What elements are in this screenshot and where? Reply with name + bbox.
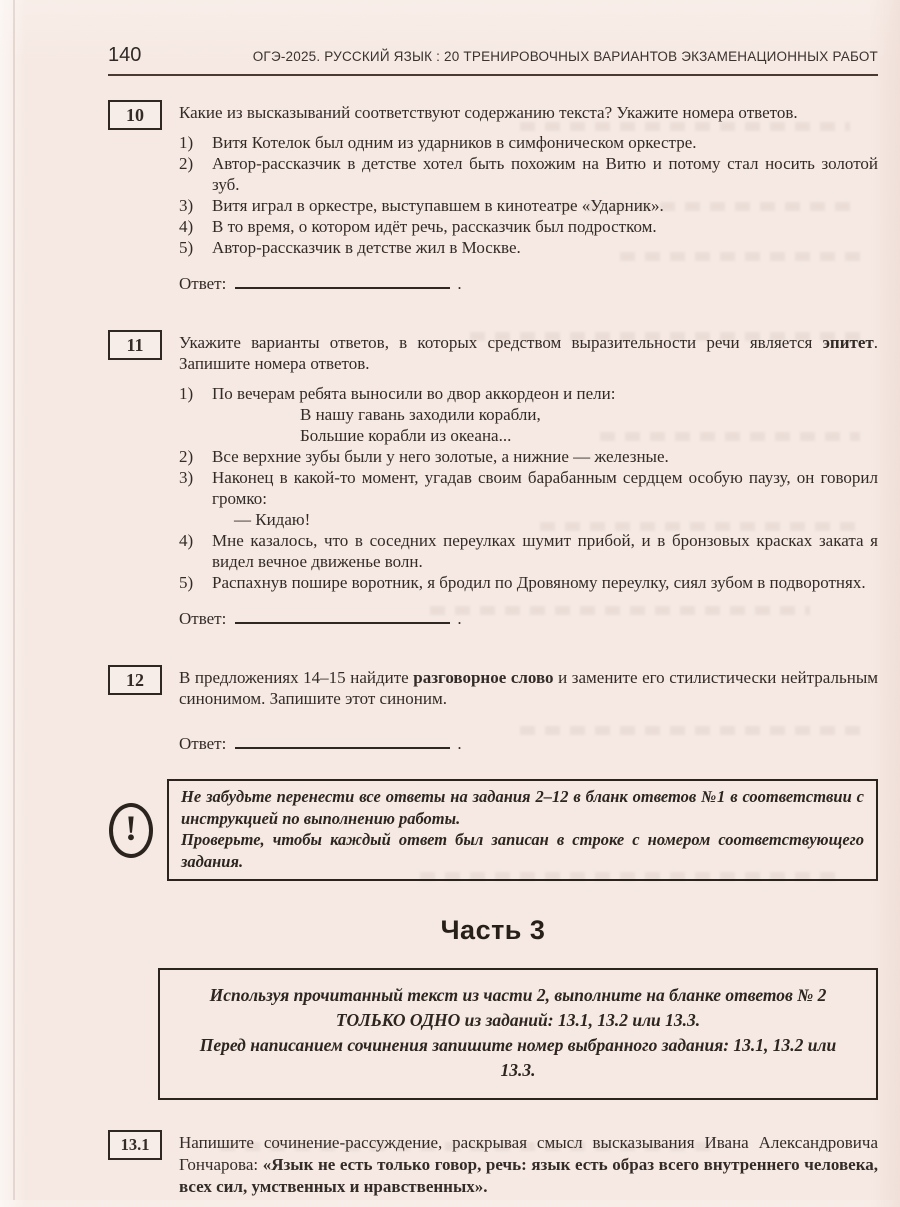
prompt-text: В предложениях 14–15 найдите [179,668,414,687]
question-13-1 [108,1130,878,1207]
prompt-text: Напишите сочинение-рассуждение, раскрывая смысл высказывания Ивана Александровича Гончарова: [179,1133,878,1174]
header-title: ОГЭ-2025. РУССКИЙ ЯЗЫК : 20 ТРЕНИРОВОЧНЫХ ВАРИАНТОВ ЭКЗАМЕНАЦИОННЫХ РАБОТ [252,49,878,64]
option-text: Автор-рассказчик в детстве жил в Москве. [212,238,521,257]
option-number: 2) [179,154,194,173]
question-10-prompt: Какие из высказываний соответствуют содержанию текста? Укажите номера ответов. [179,103,798,122]
question-12 [108,665,878,754]
page-fold-line [13,0,15,1200]
prompt-bold-term: разговорное слово [413,668,554,687]
answer-option [179,216,878,237]
option-number: 4) [179,217,194,236]
option-number: 2) [179,447,194,466]
answer-option [179,195,878,216]
page-content [108,0,878,1207]
answer-option [179,383,878,446]
answer-option [179,446,878,467]
answer-label: Ответ: [179,609,227,628]
option-text: Наконец в какой-то момент, угадав своим барабанным сердцем особую паузу, он говорил громко: [212,468,878,508]
answer-blank-line [235,609,450,624]
answer-blank-line [235,274,450,289]
answer-option [179,237,878,258]
page-header [108,0,878,67]
verse-line: Большие корабли из океана... [300,426,512,445]
part-3-title: Часть 3 [440,915,546,945]
question-11-body [179,330,878,629]
question-10 [108,100,878,294]
option-text: В то время, о котором идёт речь, рассказчик был подростком. [212,217,657,236]
answer-period: . [457,274,462,293]
warning-icon-column [108,803,167,858]
question-13-1-body [179,1130,878,1207]
option-number: 3) [179,196,194,215]
question-11-number-box [108,330,162,360]
question-11-number: 11 [126,334,144,355]
answer-period: . [457,609,462,628]
prompt-quote: «Язык не есть только говор, речь: язык есть образ всего внутреннего человека, всех сил, умственных и нравственных». [179,1155,878,1196]
answer-option [179,153,878,195]
page-number: 140 [108,44,142,66]
warning-block [108,779,878,881]
dialogue-line: — Кидаю! [234,510,311,529]
answer-option [179,132,878,153]
part-3-instruction-box [158,968,878,1100]
question-13-1-prompt [179,1132,878,1198]
answer-row [179,273,878,294]
prompt-text: . Запишите номера ответов. [179,333,878,373]
exclamation-icon [109,803,153,858]
question-13-1-number: 13.1 [120,1135,150,1154]
option-number: 1) [179,384,194,403]
answer-blank-line [235,734,450,749]
instruction-paragraph: Перед написанием сочинения запишите номер выбранного задания: 13.1, 13.2 или 13.3. [199,1035,837,1080]
answer-option [179,572,878,593]
option-number: 5) [179,573,194,592]
warning-paragraph: Проверьте, чтобы каждый ответ был записан в строке с номером соответствующего задания. [181,830,864,871]
warning-paragraph: Не забудьте перенести все ответы на задания 2–12 в бланк ответов №1 в соответствии с инструкцией по выполнению работы. [181,787,864,828]
answer-row [179,733,878,754]
answer-option [179,530,878,572]
exclamation-glyph: ! [125,807,137,848]
prompt-text: и замените его стилистически нейтральным синонимом. Запишите этот синоним. [179,668,879,708]
question-11-prompt [179,332,878,374]
option-text: Мне казалось, что в соседних переулках шумит прибой, и в бронзовых красках заката я видел вечное движенье волн. [212,531,878,571]
option-text: Распахнув пошире воротник, я бродил по Дровяному переулку, сиял зубом в подворотнях. [212,573,866,592]
answer-label: Ответ: [179,274,227,293]
question-12-number: 12 [126,669,144,690]
instruction-paragraph: Используя прочитанный текст из части 2, выполните на бланке ответов № 2 ТОЛЬКО ОДНО из заданий: 13.1, 13.2 или 13.3. [209,985,827,1030]
prompt-bold-term: эпитет [822,333,874,352]
question-10-number: 10 [126,104,144,125]
option-text: Витя играл в оркестре, выступавшем в кинотеатре «Ударник». [212,196,664,215]
option-number: 5) [179,238,194,257]
warning-text-box [167,779,878,881]
option-number: 3) [179,468,194,487]
question-12-body [179,665,878,754]
answer-option [179,467,878,530]
answer-row [179,608,878,629]
header-rule [108,74,878,76]
question-12-prompt [179,667,878,709]
option-number: 1) [179,133,194,152]
option-text: Витя Котелок был одним из ударников в симфоническом оркестре. [212,133,697,152]
question-11 [108,330,878,629]
question-10-body [179,100,878,294]
option-text: По вечерам ребята выносили во двор аккордеон и пели: [212,384,616,403]
question-10-number-box [108,100,162,130]
prompt-text: Укажите варианты ответов, в которых средством выразительности речи является [179,333,823,352]
option-text: Автор-рассказчик в детстве хотел быть похожим на Витю и потому стал носить золотой зуб. [212,154,878,194]
verse-line: В нашу гавань заходили корабли, [300,405,541,424]
option-text: Все верхние зубы были у него золотые, а нижние — железные. [212,447,669,466]
answer-period: . [457,734,462,753]
question-12-number-box [108,665,162,695]
question-13-1-number-box [108,1130,162,1160]
answer-label: Ответ: [179,734,227,753]
option-number: 4) [179,531,194,550]
